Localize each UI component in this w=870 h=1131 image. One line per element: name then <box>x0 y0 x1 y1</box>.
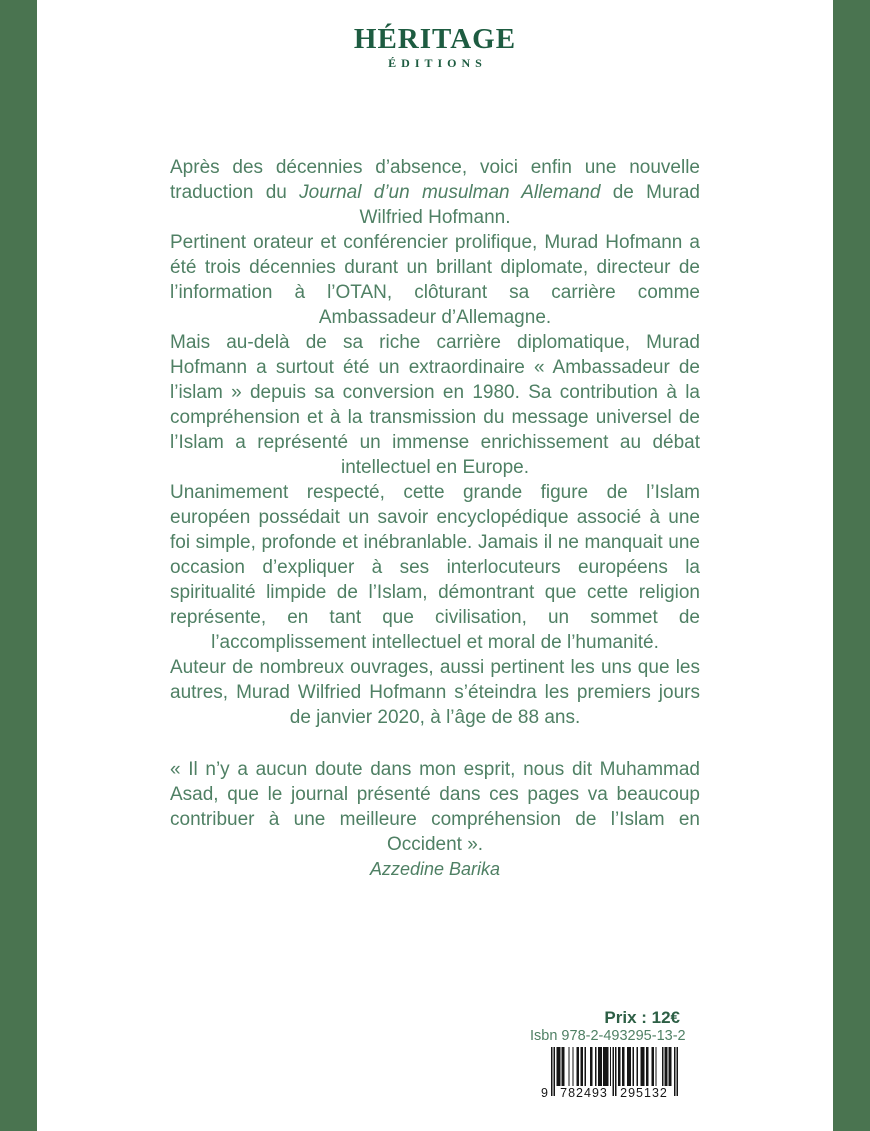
barcode-digit-first: 9 <box>541 1086 549 1100</box>
barcode-digits <box>541 1086 678 1101</box>
isbn-label: Isbn 978-2-493295-13-2 <box>530 1028 686 1044</box>
barcode-digit-group1: 782493 <box>560 1086 608 1100</box>
intro-text-after: de Murad Wilfried Hofmann. <box>359 182 700 228</box>
paragraph-ambassador-islam: Mais au-delà de sa riche carrière diplomatique, Murad Hofmann a surtout été un extraordinaire « Ambassadeur de l’islam » depuis sa conversion en 1980. Sa contribution à la compréhension et à la transmission du message universel de l’Islam a représenté un immense enrichissement au débat intellectuel en Europe. <box>170 332 700 478</box>
paragraph-author-death: Auteur de nombreux ouvrages, aussi pertinent les uns que les autres, Murad Wilfried Hofmann s’éteindra les premiers jours de janvier 2020, à l’âge de 88 ans. <box>170 657 700 728</box>
quote-author: Azzedine Barika <box>369 859 501 879</box>
price-barcode-block <box>530 1008 686 1101</box>
left-green-border <box>0 0 37 1131</box>
book-title-italic: Journal d’un musulman Allemand <box>299 182 601 203</box>
price-label: Prix : 12€ <box>604 1008 680 1027</box>
paragraph-career: Pertinent orateur et conférencier prolifique, Murad Hofmann a été trois décennies durant un brillant diplomate, directeur de l’information à l’OTAN, clôturant sa carrière comme Ambassadeur d’Allemagne. <box>170 232 700 328</box>
quote-paragraph: « Il n’y a aucun doute dans mon esprit, nous dit Muhammad Asad, que le journal présenté dans ces pages va beaucoup contribuer à une meilleure compréhension de l’Islam en Occident ». <box>170 759 700 855</box>
publisher-subtitle: ÉDITIONS <box>388 56 487 70</box>
paragraph-intro <box>170 155 700 230</box>
ean13-barcode <box>541 1047 678 1101</box>
barcode-digit-group2: 295132 <box>620 1086 668 1100</box>
publisher-name: HÉRITAGE <box>353 23 517 55</box>
paragraph-respected-figure: Unanimement respecté, cette grande figure de l’Islam européen possédait un savoir encyclopédique associé à une foi simple, profonde et inébranlable. Jamais il ne manquait une occasion d’expliquer à ses interlocuteurs européens la spiritualité limpide de l’Islam, démontrant que cette religion représente, en tant que civilisation, un sommet de l’accomplissement intellectuel et moral de l’humanité. <box>170 482 700 653</box>
intro-text-before: Après des décennies d’absence, voici enfin une nouvelle traduction du <box>170 157 700 203</box>
publisher-logo <box>37 24 833 71</box>
back-cover-text <box>170 155 700 882</box>
right-green-border <box>833 0 870 1131</box>
